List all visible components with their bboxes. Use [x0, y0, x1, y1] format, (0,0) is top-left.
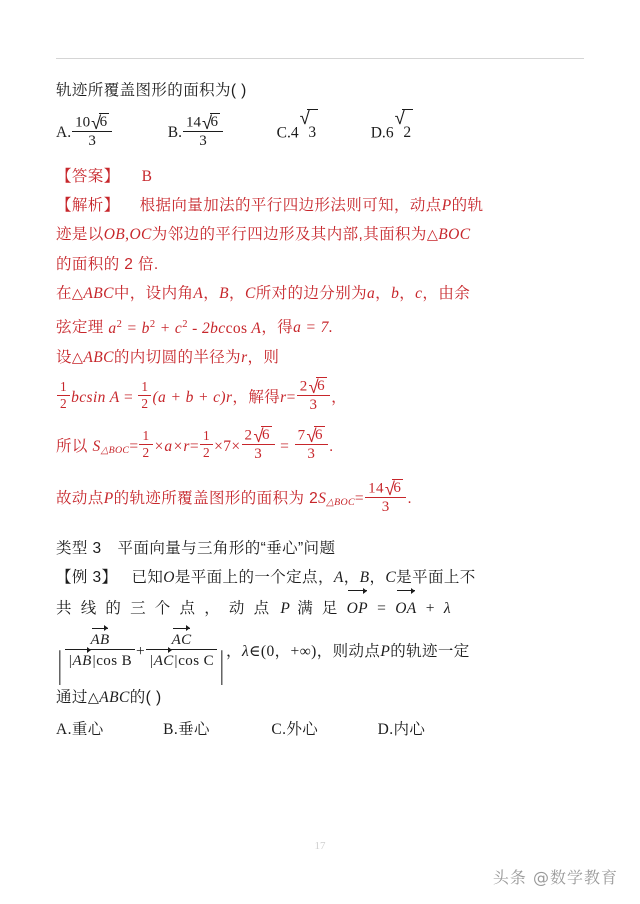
example-options-row	[56, 713, 590, 747]
example-option-d-label: D.	[377, 720, 394, 738]
analysis-l8-subscript: △BOC	[100, 444, 130, 456]
cos-c-label: cos C	[178, 653, 215, 670]
example-l3-lambda: λ	[241, 643, 250, 661]
option-b-denominator: 3	[199, 133, 207, 150]
example-option-c	[271, 713, 318, 747]
r-num-coeff: 2	[299, 378, 308, 395]
analysis-line-8: 所以 S△BOC= $\frac{1}{2}$ ×a×r= $\frac{1}{2}$ ×7× 2 √ 6 3 = 7 √ 6 3 .	[56, 424, 334, 463]
analysis-l4-text-a: 在	[56, 285, 72, 303]
vector-oa-label: OA	[395, 600, 417, 618]
option-b-coeff: 14	[185, 114, 201, 131]
option-c-radicand: 3	[307, 109, 318, 156]
analysis-l7-text: ，解得	[232, 388, 281, 406]
abs-bar-left: |	[57, 644, 63, 687]
example-option-c-label: C.	[271, 720, 287, 738]
analysis-l6-triangle: △	[71, 349, 84, 366]
option-c: C.4 √ 3	[277, 109, 318, 156]
example-l3-range: ∈(0，+∞)	[249, 643, 317, 661]
analysis-line-5	[56, 309, 590, 342]
example-l3-p: P	[380, 643, 391, 661]
analysis-l6-text-a: 设	[56, 348, 72, 366]
vector-ab-num	[90, 630, 109, 648]
analysis-l2-text-c: ,其面积为	[358, 226, 427, 244]
type-heading	[56, 534, 590, 563]
analysis-l8-mid1: ×a×r	[153, 437, 190, 455]
analysis-l1-text-a: 根据向量加法的平行四边形法则可知，动点	[139, 197, 442, 215]
example-l1-text-b: 是平面上的一个定点，	[174, 569, 334, 587]
analysis-l4-text-b: 中，设内角	[113, 285, 194, 303]
option-d-radicand: 2	[402, 109, 413, 156]
analysis-l9-p: P	[103, 490, 114, 508]
l8-f2-rad: 6	[315, 427, 323, 444]
analysis-line-3: 的面积的 2 倍.	[56, 256, 159, 274]
analysis-l4-triangle: △	[71, 286, 84, 303]
example-l2-lambda: λ	[443, 600, 451, 618]
analysis-l8-tail: .	[328, 437, 334, 455]
example-l2-plus: +	[425, 600, 435, 618]
example-line-1: 【例 3】 已知O是平面上的一个定点，A，B，C是平面上不	[56, 569, 476, 587]
r-radicand: 6	[317, 378, 326, 395]
vector-ab-abs-label: |AB|	[68, 653, 97, 670]
question-options-row	[56, 109, 590, 156]
example-line-4	[56, 683, 590, 713]
analysis-l5-result: a = 7.	[293, 319, 334, 337]
analysis-l5-text-b: ，得	[261, 319, 294, 337]
answer-value: B	[141, 168, 153, 186]
analysis-line-4: 在△ABC中，设内角A，B，C所对的边分别为a，b，c，由余	[56, 285, 471, 303]
l8-f1-rad: 6	[261, 427, 270, 444]
analysis-l7-left: bcsin A	[71, 388, 120, 406]
example-l1-b: B	[359, 569, 370, 587]
example-tag: 【例 3】	[56, 569, 118, 587]
example-l3-comma: ，	[226, 643, 242, 661]
option-a-fraction: 10 √ 6 3	[72, 113, 112, 150]
option-a-denominator: 3	[88, 133, 96, 150]
analysis-l7-r: r	[280, 388, 287, 406]
l8-f1-num: 2	[244, 427, 253, 444]
analysis-l8-s: S	[92, 437, 101, 455]
type-heading-title: 平面向量与三角形的“垂心”问题	[117, 540, 336, 558]
example-l3-text-c: 的轨迹一定	[390, 643, 470, 661]
l8-f1-den: 3	[254, 446, 263, 463]
example-l3-plus: +	[136, 643, 146, 661]
document-content	[56, 76, 590, 747]
option-c-label: C.	[276, 124, 291, 142]
analysis-l8-fraction-2: 7 √ 6 3	[295, 426, 328, 463]
analysis-l4-side-a: a	[367, 285, 376, 303]
analysis-l9-text-a: 故动点	[56, 490, 104, 508]
abs-bar-right: |	[219, 644, 225, 687]
analysis-l2-text-a: 迹是以	[56, 226, 104, 244]
analysis-l8-text-a: 所以	[56, 437, 88, 455]
example-l4-text-a: 通过	[56, 688, 88, 706]
example-line-2	[56, 592, 590, 623]
vector-fraction-1	[65, 630, 135, 669]
analysis-l7-mid: (a + b + c)r	[152, 388, 233, 406]
option-d-label: D.	[370, 124, 386, 142]
option-c-coeff: 4	[290, 124, 299, 142]
option-b	[168, 110, 224, 156]
example-option-a	[56, 713, 104, 747]
option-d-coeff: 6	[385, 124, 394, 142]
vector-op-label: OP	[346, 600, 369, 618]
watermark: 头条 @数学教育	[492, 868, 618, 887]
analysis-l9-fraction: 14 √ 6 3	[365, 479, 406, 516]
example-l1-a: A	[333, 569, 344, 587]
vector-ac-abs-label: |AC|	[149, 653, 179, 670]
example-l1-text-c: 是平面上不	[396, 569, 476, 587]
example-option-b-label: B.	[163, 720, 179, 738]
analysis-l4-side-b: b	[391, 285, 400, 303]
analysis-l4-text-c: 所对的边分别为	[255, 285, 368, 303]
analysis-l2-text-b: 为邻边的平行四边形及其内部	[151, 226, 359, 244]
question-stem: 轨迹所覆盖图形的面积为( )	[56, 82, 247, 99]
analysis-line-7: $\frac{1}{2}$ bcsin A = $\frac{1}{2}$ (a + b + c)r，解得r= 2 √ 6 3 ，	[56, 373, 590, 423]
option-b-radicand: 6	[210, 114, 219, 131]
example-option-d	[378, 713, 426, 747]
vector-ab-num-label: AB	[90, 631, 110, 648]
vector-ab-abs	[68, 651, 96, 669]
option-b-fraction: 14 √ 6 3	[183, 113, 223, 150]
example-l2-equals: =	[377, 600, 387, 618]
option-b-label: B.	[167, 124, 182, 142]
analysis-l1-var: P	[441, 197, 452, 215]
example-l3-text-b: ，则动点	[316, 643, 381, 661]
analysis-line-6	[56, 343, 590, 373]
example-l4-text-b: 的( )	[129, 688, 162, 706]
l9-f-num: 14	[368, 479, 384, 496]
analysis-l4-text-d: ，由余	[422, 285, 471, 303]
half-fraction-3: $\frac{1}{2}$	[139, 429, 152, 461]
analysis-l7-tail: ，	[331, 388, 347, 406]
analysis-l8-fraction-1: 2 √ 6 3	[242, 426, 275, 463]
option-a	[56, 110, 113, 156]
header-divider	[56, 58, 584, 59]
l8-f2-den: 3	[307, 446, 316, 463]
option-d: D.6 √ 2	[371, 109, 413, 156]
r-value-fraction: 2 √ 6 3	[297, 377, 330, 414]
option-a-coeff: 10	[75, 114, 91, 131]
example-l2-text-b: 满足	[297, 600, 347, 618]
analysis-l6-abc: ABC	[83, 348, 114, 366]
example-option-c-text: 外心	[286, 720, 319, 738]
example-l4-triangle: △	[87, 689, 100, 706]
example-option-a-text: 重心	[71, 720, 104, 738]
answer-line	[56, 162, 590, 191]
analysis-tag: 【解析】	[56, 197, 120, 215]
vector-op	[347, 592, 368, 623]
analysis-line-2	[56, 220, 590, 250]
analysis-l4-angle-c: C	[244, 285, 256, 303]
vector-ac-num-label: AC	[171, 631, 192, 648]
analysis-l1-text-b: 的轨	[451, 197, 484, 215]
analysis-l2-boc: BOC	[438, 226, 471, 244]
half-fraction-4: $\frac{1}{2}$	[200, 429, 213, 461]
analysis-l4-abc: ABC	[83, 285, 114, 303]
half-fraction-2: $\frac{1}{2}$	[138, 380, 151, 412]
vector-ac-num	[172, 630, 192, 648]
l9-f-rad: 6	[393, 479, 402, 496]
analysis-l9-subscript: △BOC	[326, 497, 355, 509]
option-a-label: A.	[56, 124, 72, 142]
analysis-l9-text-b: 的轨迹所覆盖图形的面积为 2	[113, 490, 319, 508]
analysis-l9-s: S	[318, 490, 327, 508]
example-l2-p: P	[280, 600, 291, 618]
page-number: 17	[314, 840, 326, 852]
half-fraction-1: $\frac{1}{2}$	[57, 380, 70, 412]
analysis-l4-angle-b: B	[219, 285, 230, 303]
analysis-l8-mid2: ×7×	[214, 437, 241, 455]
r-denominator: 3	[309, 397, 318, 414]
example-option-b-text: 垂心	[178, 720, 210, 738]
analysis-l6-r: r	[241, 348, 248, 366]
example-l1-o: O	[163, 569, 175, 587]
type-heading-label: 类型 3	[56, 540, 102, 558]
vector-oa	[395, 592, 416, 623]
example-option-a-label: A.	[56, 720, 72, 738]
analysis-l2-triangle: △	[426, 227, 439, 244]
option-a-radicand: 6	[99, 114, 108, 131]
example-l1-c: C	[385, 569, 397, 587]
example-option-d-text: 内心	[393, 720, 426, 738]
example-l1-text-a: 已知	[131, 569, 164, 587]
l9-f-den: 3	[381, 499, 390, 516]
analysis-l4-side-c: c	[415, 285, 423, 303]
example-option-b	[163, 713, 210, 747]
analysis-l9-tail: .	[407, 490, 413, 508]
example-l4-abc: ABC	[99, 688, 130, 706]
analysis-l5-text-a: 弦定理	[56, 319, 104, 337]
analysis-l6-text-c: ，则	[247, 348, 280, 366]
l8-f2-num: 7	[297, 427, 306, 444]
analysis-line-9: 故动点P的轨迹所覆盖图形的面积为 2S△BOC= 14 √ 6 3 .	[56, 477, 413, 516]
example-l2-text-a: 共线的三个点，动点	[56, 600, 279, 618]
cos-b-label: cos B	[96, 653, 133, 670]
vector-ac-abs	[149, 651, 178, 669]
analysis-l2-ob: OB	[103, 226, 126, 244]
analysis-l2-comma: ,	[125, 226, 130, 244]
analysis-l2-oc: OC	[129, 226, 152, 244]
analysis-l5-equation: $a^2 = b^2 + c^2 - 2bccos$ A	[108, 318, 262, 337]
analysis-line-1	[56, 191, 590, 220]
vector-fraction-2	[146, 630, 217, 669]
analysis-l4-angle-a: A	[193, 285, 204, 303]
example-line-3	[56, 623, 590, 687]
answer-tag: 【答案】	[56, 168, 120, 186]
analysis-l6-text-b: 的内切圆的半径为	[113, 348, 242, 366]
